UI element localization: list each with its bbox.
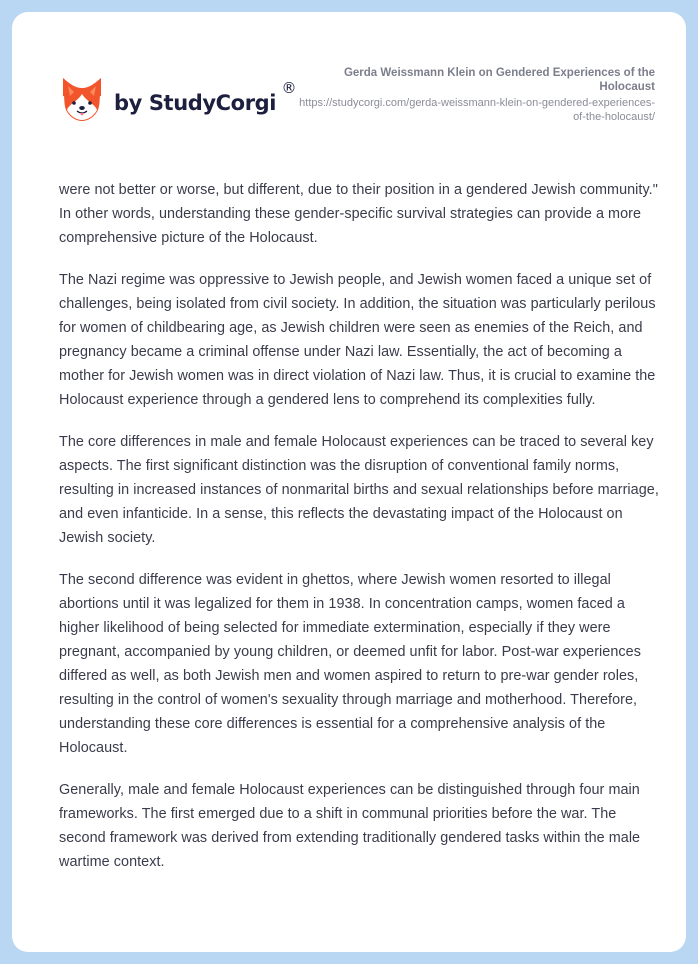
document-page (12, 12, 686, 952)
brand-name: by StudyCorgi ® (114, 79, 297, 115)
paragraph: The Nazi regime was oppressive to Jewish people, and Jewish women faced a unique set of challenges, being isolated from civil society. In addition, the situation was particularly perilous for women of childbearing age, as Jewish children were seen as enemies of the Reich, and pregnancy became a criminal offense under Nazi law. Essentially, the act of becoming a mother for Jewish women was in direct violation of Nazi law. Thus, it is crucial to examine the Holocaust experience through a gendered lens to comprehend its complexities fully. (59, 272, 656, 408)
document-url[interactable]: https://studycorgi.com/gerda-weissmann-klein-on-gendered-experiences-of-the-holocaust/ (299, 97, 655, 123)
studycorgi-logo[interactable] (61, 76, 297, 122)
registered-mark: ® (281, 79, 297, 97)
paragraph: The second difference was evident in ghettos, where Jewish women resorted to illegal abortions until it was legalized for them in 1938. In concentration camps, women faced a higher likelihood of being selected for immediate extermination, especially if they were pregnant, accompanied by young children, or deemed unfit for labor. Post-war experiences differed as well, as both Jewish men and women aspired to return to pre-war gender roles, resulting in the control of women's sexuality through marriage and motherhood. Therefore, understanding these core differences is essential for a comprehensive analysis of the Holocaust. (59, 572, 641, 756)
document-meta (295, 66, 655, 124)
paragraph: The core differences in male and female Holocaust experiences can be traced to several key aspects. The first significant distinction was the disruption of conventional family norms, resulting in increased instances of nonmarital births and sexual relationships before marriage, and even infanticide. In a sense, this reflects the devastating impact of the Holocaust on Jewish society. (59, 434, 659, 546)
document-title: Gerda Weissmann Klein on Gendered Experiences of the Holocaust (343, 67, 655, 93)
document-body (59, 178, 659, 892)
paragraph: Generally, male and female Holocaust experiences can be distinguished through four main frameworks. The first emerged due to a shift in communal priorities before the war. The second framework was derived from extending traditionally gendered tasks within the male wartime context. (59, 782, 641, 870)
corgi-logo-icon (61, 76, 103, 122)
paragraph: were not better or worse, but different, due to their position in a gendered Jewish community." In other words, understanding these gender-specific survival strategies can provide a more comprehensive picture of the Holocaust. (59, 182, 658, 246)
page-header (12, 12, 686, 162)
